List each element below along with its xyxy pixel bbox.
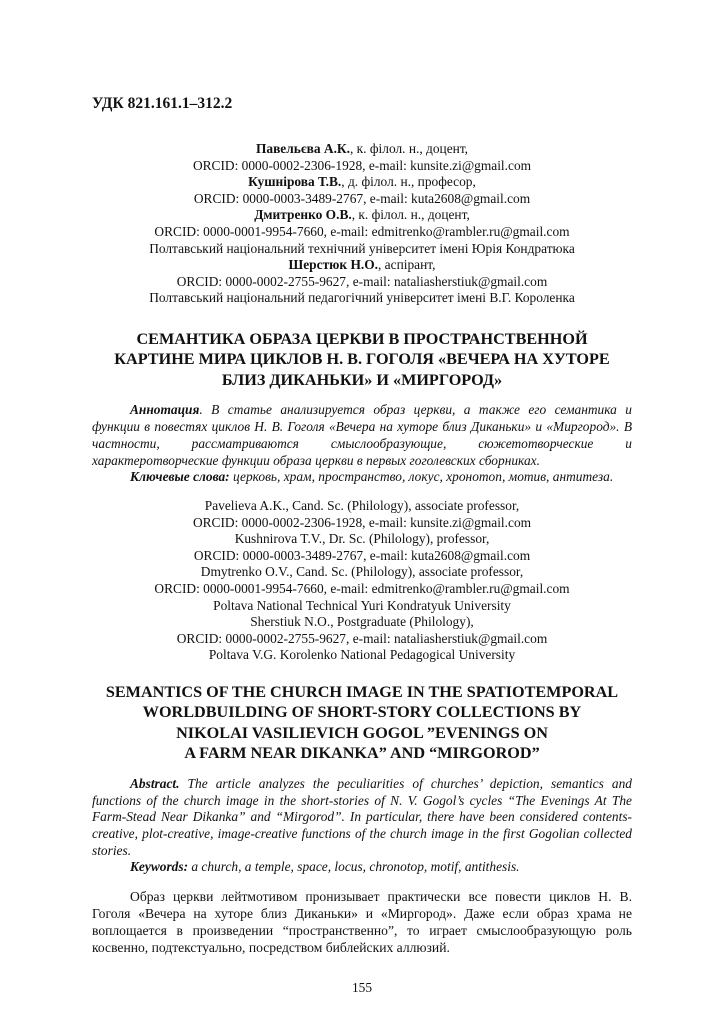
author-line: [92, 141, 632, 158]
author-name: Павельєва А.К.: [255, 141, 350, 156]
title-line: WORLDBUILDING OF SHORT-STORY COLLECTIONS BY: [142, 703, 582, 722]
body-text: [92, 888, 632, 956]
author-orcid: ORCID: 0000-0002-2755-9627, e-mail: nataliasherstiuk@gmail.com: [176, 630, 548, 646]
author-orcid: ORCID: 0000-0003-3489-2767, e-mail: kuta2608@gmail.com: [193, 547, 531, 563]
author-line: Sherstiuk N.O., Postgraduate (Philology),: [250, 614, 474, 630]
abstract-label: Abstract.: [130, 775, 180, 791]
author-orcid: ORCID: 0000-0002-2306-1928, e-mail: kunsite.zi@gmail.com: [192, 157, 532, 173]
author-orcid: ORCID: 0000-0002-2306-1928, e-mail: kunsite.zi@gmail.com: [192, 514, 532, 530]
authors-ukrainian: [92, 141, 632, 307]
author-affiliation: Poltava V.G. Korolenko National Pedagogical University: [208, 647, 516, 663]
title-line: КАРТИНЕ МИРА ЦИКЛОВ Н. В. ГОГОЛЯ «ВЕЧЕРА НА ХУТОРЕ: [114, 350, 610, 369]
body-paragraph: Образ церкви лейтмотивом пронизывает практически все повести циклов Н. В. Гоголя «Вечера на хуторе близ Диканьки» и «Миргород». Даже если образ храма не воплощается в произведении “пространственно”, то играет смыслообразующую роль косвенно, подтекстуально, посредством библейских аллюзий.: [92, 889, 632, 956]
author-name: Дмитренко О.В.: [254, 207, 352, 223]
article-title-russian: [92, 329, 632, 391]
author-affiliation: Полтавський національний педагогічний університет імені В.Г. Короленка: [149, 290, 575, 306]
page-number: 155: [351, 980, 373, 996]
abstract-paragraph: [92, 402, 632, 469]
author-affiliation: Poltava National Technical Yuri Kondratyuk University: [213, 597, 511, 613]
keywords-label: Keywords:: [130, 859, 189, 875]
abstract-paragraph: [92, 776, 632, 860]
title-line: СЕМАНТИКА ОБРАЗА ЦЕРКВИ В ПРОСТРАНСТВЕННОЙ: [136, 329, 588, 348]
keywords-text: a church, a temple, space, locus, chronotop, motif, antithesis.: [188, 859, 520, 875]
keywords-paragraph: [92, 859, 632, 876]
abstract-russian: [92, 402, 632, 486]
keywords-paragraph: [92, 469, 632, 486]
author-line: Kushnirova T.V., Dr. Sc. (Philology), professor,: [234, 531, 490, 547]
abstract-text: The article analyzes the peculiarities of churches’ depiction, semantics and functions of the church image in the short-stories of N. V. Gogol’s cycles “The Evenings At The Farm-Stead Near Dikanka” and “Mirgorod”. In particular, there have been considered contents-creative, plot-creative, image-creative functions of the church image in the first Gogolian collected stories.: [92, 775, 632, 858]
title-line: SEMANTICS OF THE CHURCH IMAGE IN THE SPATIOTEMPORAL: [105, 682, 619, 701]
keywords-label: Ключевые слова:: [130, 469, 230, 485]
abstract-text: . В статье анализируется образ церкви, а также его семантика и функции в повестях циклов Н. В. Гоголя «Вечера на хуторе близ Диканьки» и «Миргород». В частности, рассматриваются смыслообразующие, сюжетотворческие и характеротворческие функции образа церкви в первых гоголевских сборниках.: [92, 402, 632, 468]
author-orcid: ORCID: 0000-0003-3489-2767, e-mail: kuta2608@gmail.com: [193, 190, 531, 206]
author-name: Шерстюк Н.О.: [288, 257, 378, 273]
author-orcid: ORCID: 0000-0001-9954-7660, e-mail: edmitrenko@rambler.ru@gmail.com: [154, 223, 570, 239]
keywords-text: церковь, храм, пространство, локус, хронотоп, мотив, антитеза.: [229, 469, 614, 485]
abstract-english: [92, 776, 632, 876]
author-degree: , д. філол. н., професор,: [341, 174, 476, 190]
author-degree: , к. філол. н., доцент,: [349, 141, 469, 156]
author-orcid: ORCID: 0000-0002-2755-9627, e-mail: nataliasherstiuk@gmail.com: [176, 273, 548, 289]
article-title-english: [92, 682, 632, 764]
authors-english: [92, 498, 632, 664]
author-affiliation: Полтавський національний технічний університет імені Юрія Кондратюка: [149, 240, 575, 256]
author-orcid: ORCID: 0000-0001-9954-7660, e-mail: edmitrenko@rambler.ru@gmail.com: [154, 580, 570, 596]
author-line: [92, 257, 632, 274]
title-line: NIKOLAI VASILIEVICH GOGOL ”EVENINGS ON: [176, 723, 548, 742]
author-name: Кушнірова Т.В.: [248, 174, 342, 190]
abstract-label: Аннотация: [130, 402, 200, 418]
author-line: [92, 207, 632, 224]
udk-code: УДК 821.161.1–312.2: [92, 95, 233, 112]
author-line: Pavelieva A.K., Cand. Sc. (Philology), associate professor,: [204, 497, 520, 513]
author-line: [92, 174, 632, 191]
author-line: Dmytrenko O.V., Cand. Sc. (Philology), associate professor,: [200, 564, 524, 580]
author-degree: , аспірант,: [377, 257, 436, 273]
author-degree: , к. філол. н., доцент,: [351, 207, 470, 223]
title-line: БЛИЗ ДИКАНЬКИ» И «МИРГОРОД»: [221, 370, 503, 389]
title-line: A FARM NEAR DIKANKA” AND “MIRGOROD”: [184, 744, 540, 763]
